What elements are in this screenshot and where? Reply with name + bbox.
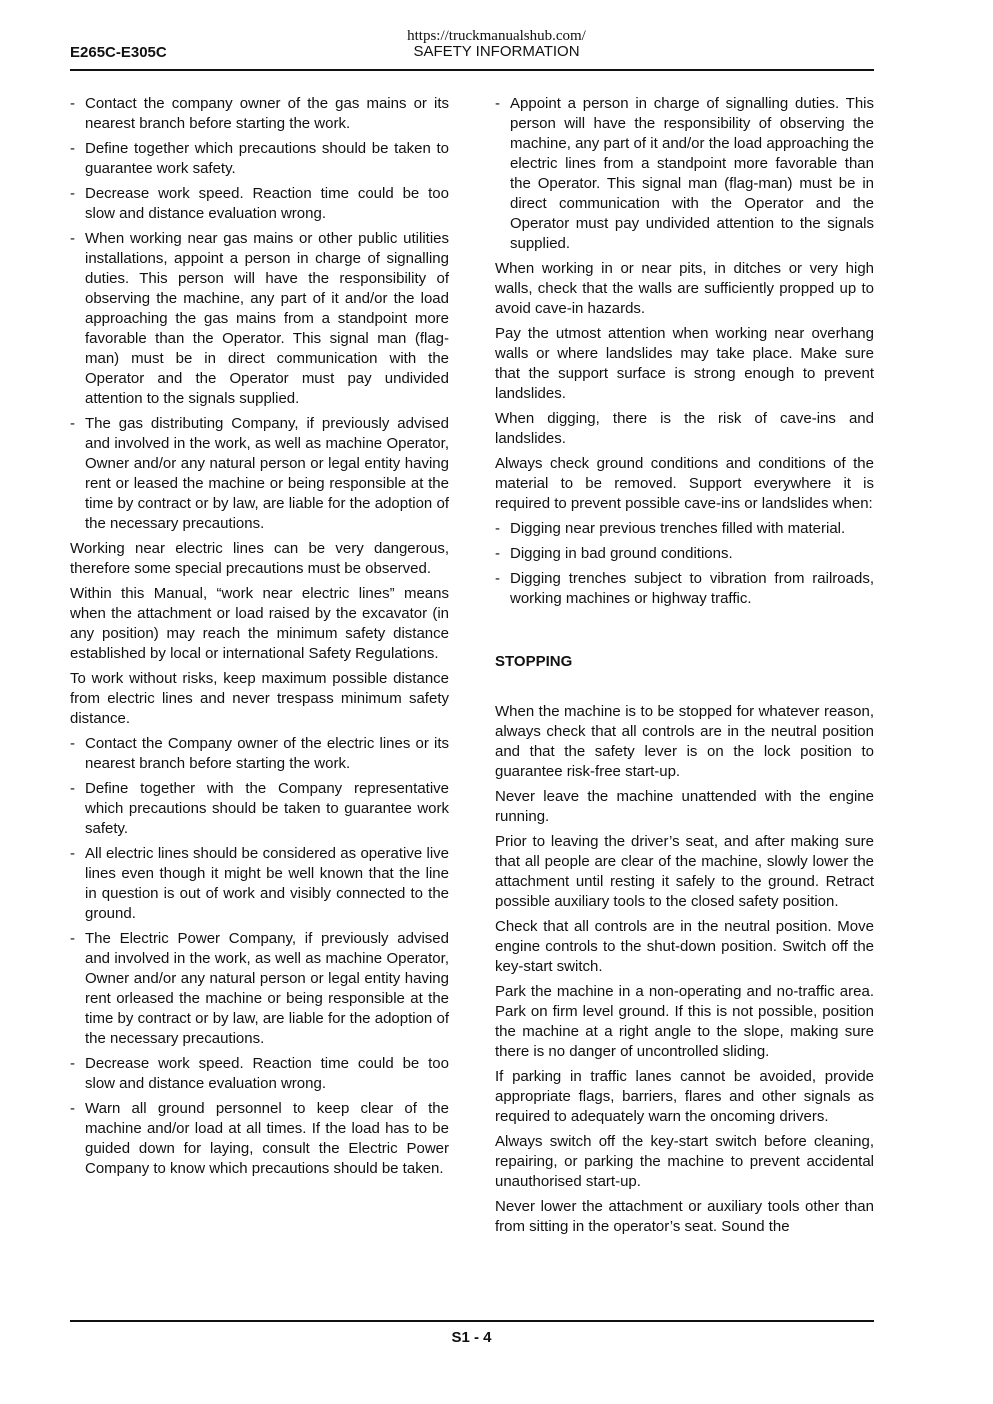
list-dash: - [70,735,75,752]
list-item-text: Contact the Company owner of the electric lines or its nearest branch before starting the work. [85,735,449,772]
left-column [70,94,449,1184]
paragraph: Park the machine in a non-operating and no-traffic area. Park on firm level ground. If this is not possible, position the machine at a right angle to the slope, making sure there is no danger of uncontrolled sliding. [495,983,874,1060]
paragraph: Working near electric lines can be very dangerous, therefore some special precautions must be observed. [70,540,449,577]
list-item [495,569,874,609]
header-rule [70,69,874,71]
list-dash: - [70,140,75,157]
section-heading-stopping: STOPPING [495,653,573,670]
right-column [495,94,874,1242]
paragraph: Always switch off the key-start switch before cleaning, repairing, or parking the machine to prevent accidental unauthorised start-up. [495,1133,874,1190]
paragraph: When the machine is to be stopped for whatever reason, always check that all controls are in the neutral position and that the safety lever is on the lock position to guarantee risk-free start-up. [495,703,874,780]
list-item-text: Decrease work speed. Reaction time could be too slow and distance evaluation wrong. [85,185,449,222]
paragraph: Within this Manual, “work near electric lines” means when the attachment or load raised by the excavator (in any position) may reach the minimum safety distance established by local or international Safety Regulations. [70,585,449,662]
list-dash: - [70,415,75,432]
list-item-text: The Electric Power Company, if previously advised and involved in the work, as well as machine Operator, Owner and/or any natural person or legal entity having rent orleased the machine or being responsible at the time by contract or by law, are liable for the adoption of the necessary precautions. [85,930,449,1047]
list-item-text: The gas distributing Company, if previously advised and involved in the work, as well as machine Operator, Owner and/or any natural person or legal entity having rent or leased the machine or being responsible at the time by contract or by law, are liable for the adoption of the necessary precautions. [85,415,449,532]
list-item [70,929,449,1049]
paragraph: If parking in traffic lanes cannot be avoided, provide appropriate flags, barriers, flares and other signals as required to adequately warn the oncoming drivers. [495,1068,874,1125]
list-item [495,544,874,564]
paragraph: When digging, there is the risk of cave-ins and landslides. [495,410,874,447]
paragraph: Never lower the attachment or auxiliary tools other than from sitting in the operator’s seat. Sound the [495,1198,874,1235]
list-item [70,184,449,224]
list-item-text: Digging trenches subject to vibration from railroads, working machines or highway traffic. [510,570,874,607]
list-item [495,519,874,539]
list-item-text: Define together with the Company representative which precautions should be taken to guarantee work safety. [85,780,449,837]
list-item [70,139,449,179]
list-dash: - [70,930,75,947]
list-item-text: Define together which precautions should be taken to guarantee work safety. [85,140,449,177]
list-item-text: Appoint a person in charge of signalling duties. This person will have the responsibility of observing the machine, any part of it and/or the load approaching the electric lines from a standpoint more favorable than the Operator. This signal man (flag-man) must be in direct communication with the Operator and the Operator must pay undivided attention to the signals supplied. [510,95,874,252]
list-dash: - [70,780,75,797]
list-item-text: Digging near previous trenches filled with material. [510,520,846,537]
list-item-text: All electric lines should be considered as operative live lines even though it might be well known that the line in question is out of work and visibly connected to the ground. [85,845,449,922]
list-dash: - [70,185,75,202]
paragraph: To work without risks, keep maximum possible distance from electric lines and never trespass minimum safety distance. [70,670,449,727]
list-item [70,779,449,839]
model-code: E265C-E305C [70,44,167,61]
paragraph: Check that all controls are in the neutral position. Move engine controls to the shut-down position. Switch off the key-start switch. [495,918,874,975]
list-item-text: Decrease work speed. Reaction time could be too slow and distance evaluation wrong. [85,1055,449,1092]
paragraph: Always check ground conditions and conditions of the material to be removed. Support everywhere it is required to prevent possible cave-ins or landslides when: [495,455,874,512]
list-dash: - [495,95,500,112]
section-title: SAFETY INFORMATION [413,43,580,60]
list-dash: - [495,570,500,587]
paragraph: Prior to leaving the driver’s seat, and after making sure that all people are clear of the machine, slowly lower the attachment until resting it safely to the ground. Retract possible auxiliary tools to the closed safety position. [495,833,874,910]
paragraph: Never leave the machine unattended with the engine running. [495,788,874,825]
paragraph: Pay the utmost attention when working near overhang walls or where landslides may take place. Make sure that the support surface is strong enough to prevent landslides. [495,325,874,402]
list-item-text: Warn all ground personnel to keep clear of the machine and/or load at all times. If the load has to be guided down for laying, consult the Electric Power Company to know which precautions should be taken. [85,1100,449,1177]
list-item-text: Contact the company owner of the gas mains or its nearest branch before starting the work. [85,95,449,132]
list-item [70,414,449,534]
list-dash: - [70,1055,75,1072]
list-dash: - [70,1100,75,1117]
list-item [70,1099,449,1179]
list-item [70,229,449,409]
list-item [70,94,449,134]
list-item [70,1054,449,1094]
list-dash: - [70,845,75,862]
list-item-text: Digging in bad ground conditions. [510,545,733,562]
list-item [70,734,449,774]
list-item [70,844,449,924]
paragraph: When working in or near pits, in ditches or very high walls, check that the walls are sufficiently propped up to avoid cave-in hazards. [495,260,874,317]
page-number: S1 - 4 [451,1329,492,1346]
list-dash: - [70,95,75,112]
list-dash: - [495,545,500,562]
source-url: https://truckmanualshub.com/ [407,28,586,44]
footer-rule [70,1320,874,1322]
list-item-text: When working near gas mains or other public utilities installations, appoint a person in charge of signalling duties. This person will have the responsibility of observing the machine, any part of it and/or the load approaching the gas mains from a standpoint more favorable than the Operator. This signal man (flag-man) must be in direct communication with the Operator and the Operator must pay undivided attention to the signals supplied. [85,230,449,407]
list-dash: - [70,230,75,247]
list-item [495,94,874,254]
list-dash: - [495,520,500,537]
